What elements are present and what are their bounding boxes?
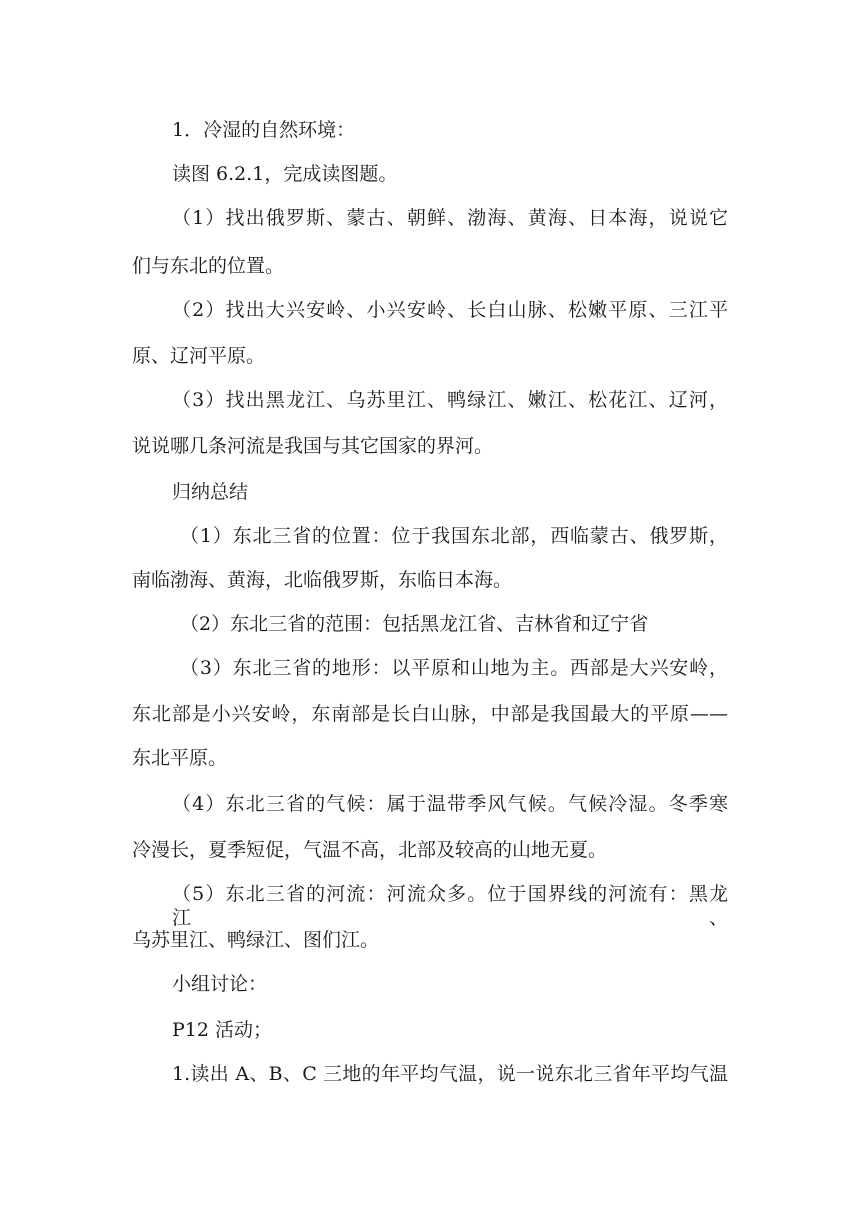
task-1-line-2: 们与东北的位置。 xyxy=(132,255,285,277)
summary-5-line-2: 乌苏里江、鸭绿江、图们江。 xyxy=(132,929,380,951)
task-2-line-1: （2）找出大兴安岭、小兴安岭、长白山脉、松嫩平原、三江平 xyxy=(172,299,728,321)
summary-3-line-2: 东北部是小兴安岭，东南部是长白山脉，中部是我国最大的平原—— xyxy=(132,703,728,725)
summary-1-line-2: 南临渤海、黄海，北临俄罗斯，东临日本海。 xyxy=(132,569,513,591)
task-3-line-1: （3）找出黑龙江、乌苏里江、鸭绿江、嫩江、松花江、辽河， xyxy=(172,389,728,411)
summary-4-line-2: 冷漫长，夏季短促，气温不高，北部及较高的山地无夏。 xyxy=(132,839,608,861)
task-3-line-2: 说说哪几条河流是我国与其它国家的界河。 xyxy=(132,435,494,457)
summary-3-line-3: 东北平原。 xyxy=(132,747,228,769)
section-heading-natural-environment: 1．冷湿的自然环境： xyxy=(172,119,356,141)
reading-instruction: 读图 6.2.1，完成读图题。 xyxy=(172,163,398,185)
summary-5-line-1: （5）东北三省的河流：河流众多。位于国界线的河流有：黑龙江、 xyxy=(172,883,728,929)
group-discussion-heading: 小组讨论： xyxy=(172,973,268,995)
activity-question-1: 1.读出 A、B、C 三地的年平均气温，说一说东北三省年平均气温 xyxy=(172,1063,728,1085)
summary-3-line-1: （3）东北三省的地形：以平原和山地为主。西部是大兴安岭， xyxy=(180,657,728,679)
activity-reference: P12 活动； xyxy=(172,1019,273,1041)
summary-2: （2）东北三省的范围：包括黑龙江省、吉林省和辽宁省 xyxy=(180,613,649,635)
task-2-line-2: 原、辽河平原。 xyxy=(132,345,266,367)
summary-heading: 归纳总结 xyxy=(172,481,249,503)
task-1-line-1: （1）找出俄罗斯、蒙古、朝鲜、渤海、黄海、日本海，说说它 xyxy=(172,207,728,229)
summary-1-line-1: （1）东北三省的位置：位于我国东北部，西临蒙古、俄罗斯， xyxy=(180,525,728,547)
summary-4-line-1: （4）东北三省的气候：属于温带季风气候。气候冷湿。冬季寒 xyxy=(172,793,728,815)
